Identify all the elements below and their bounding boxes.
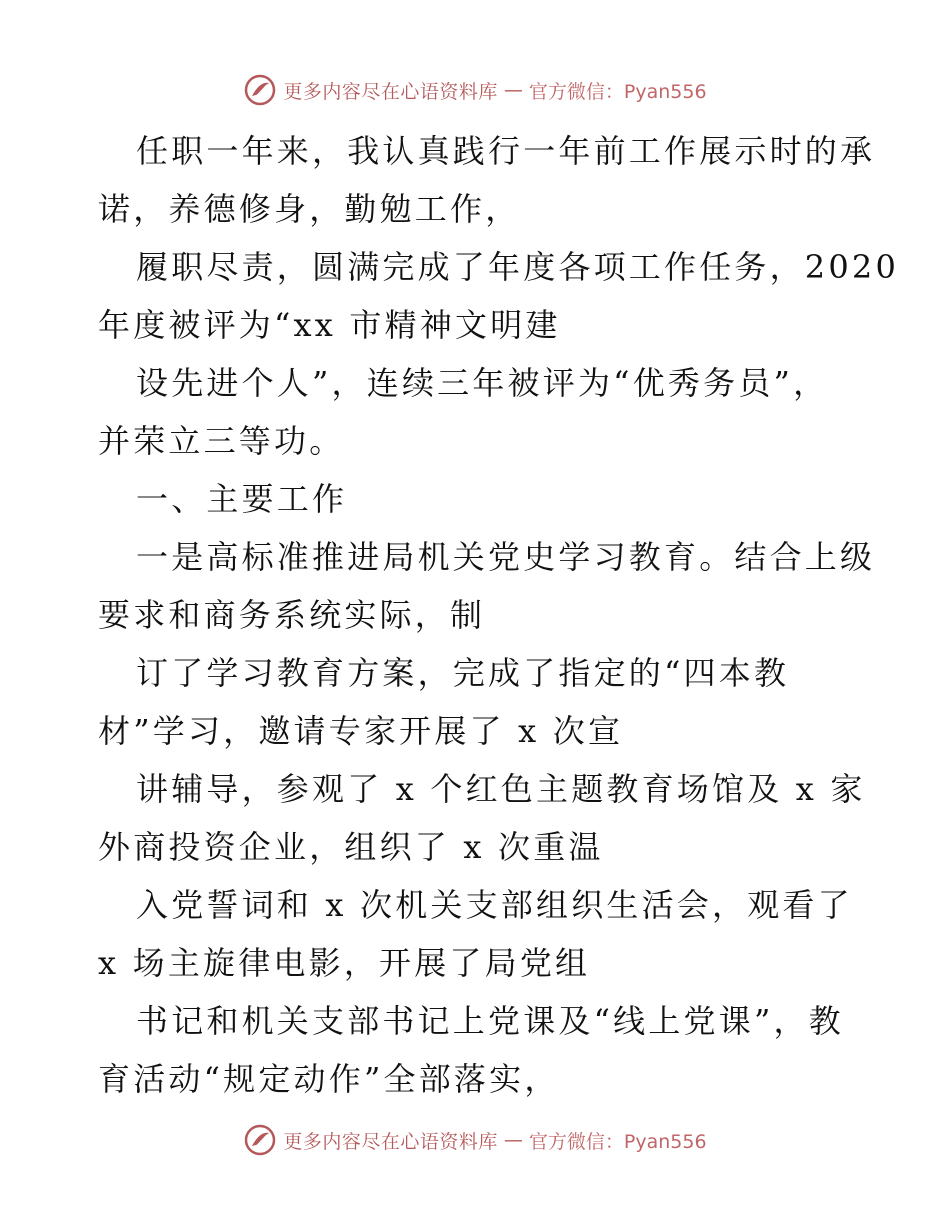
pen-logo-icon bbox=[243, 1123, 277, 1157]
text-line: 一、主要工作 bbox=[136, 480, 348, 518]
text-line: 入党誓词和 x 次机关支部组织生活会，观看了 bbox=[136, 886, 853, 924]
header-watermark bbox=[0, 72, 950, 108]
text-line: 一是高标准推进局机关党史学习教育。结合上级 bbox=[136, 538, 876, 576]
watermark-dash: — bbox=[503, 79, 523, 101]
text-line: 诺，养德修身，勤勉工作， bbox=[98, 190, 521, 228]
pen-logo-icon bbox=[243, 73, 277, 107]
watermark-main-text: 更多内容尽在心语资料库 bbox=[283, 80, 498, 103]
text-line: 书记和机关支部书记上党课及“线上党课”，教 bbox=[136, 1002, 844, 1040]
text-line: 设先进个人”，连续三年被评为“优秀务员”， bbox=[136, 364, 829, 402]
text-line: 讲辅导，参观了 x 个红色主题教育场馆及 x 家 bbox=[136, 770, 866, 808]
text-line: 任职一年来，我认真践行一年前工作展示时的承 bbox=[136, 132, 876, 170]
text-line: 并荣立三等功。 bbox=[98, 422, 345, 460]
text-line: x 场主旋律电影，开展了局党组 bbox=[98, 944, 591, 982]
footer-watermark bbox=[0, 1122, 950, 1158]
text-line: 订了学习教育方案，完成了指定的“四本教 bbox=[136, 654, 790, 692]
text-line: 外商投资企业，组织了 x 次重温 bbox=[98, 828, 604, 866]
text-line: 履职尽责，圆满完成了年度各项工作任务，2020 bbox=[136, 248, 900, 286]
watermark-wechat-text: 官方微信：Pyan556 bbox=[528, 80, 707, 103]
text-line: 要求和商务系统实际，制 bbox=[98, 596, 486, 634]
text-line: 材”学习，邀请专家开展了 x 次宣 bbox=[98, 712, 624, 750]
text-line: 育活动“规定动作”全部落实， bbox=[98, 1060, 560, 1098]
watermark-main-text: 更多内容尽在心语资料库 bbox=[283, 1130, 498, 1153]
watermark-wechat-text: 官方微信：Pyan556 bbox=[528, 1130, 707, 1153]
watermark-dash: — bbox=[503, 1129, 523, 1151]
text-line: 年度被评为“xx 市精神文明建 bbox=[98, 306, 561, 344]
document-body bbox=[98, 122, 900, 1108]
